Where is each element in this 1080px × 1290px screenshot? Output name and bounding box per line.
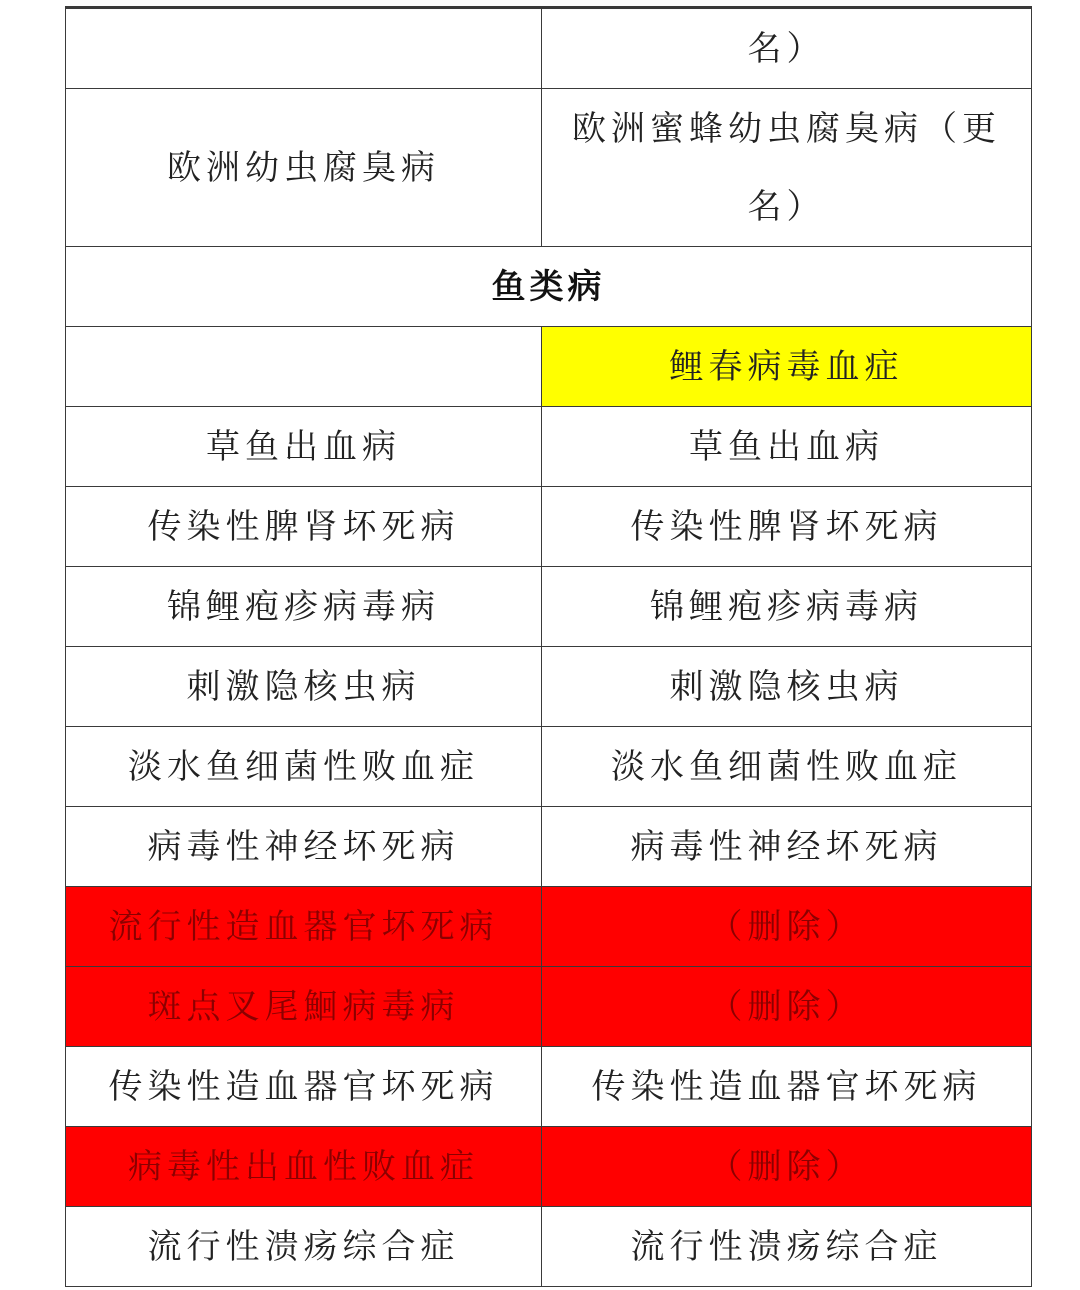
- section-title-fish-diseases: 鱼类病: [66, 247, 1032, 327]
- cell-old-name: 刺激隐核虫病: [66, 647, 542, 727]
- cell-old-name-deleted: 流行性造血器官坏死病: [66, 887, 542, 967]
- cell-new-name: 传染性造血器官坏死病: [542, 1047, 1032, 1127]
- disease-comparison-table-container: [65, 6, 1031, 1287]
- cell-old-name: 欧洲幼虫腐臭病: [66, 89, 542, 247]
- cell-old-name: 草鱼出血病: [66, 407, 542, 487]
- cell-new-name-highlighted: 鲤春病毒血症: [542, 327, 1032, 407]
- cell-old-name: 锦鲤疱疹病毒病: [66, 567, 542, 647]
- section-header-row: [66, 247, 1032, 327]
- cell-new-name: 病毒性神经坏死病: [542, 807, 1032, 887]
- cell-old-name: 传染性脾肾坏死病: [66, 487, 542, 567]
- disease-comparison-table: [65, 6, 1032, 1287]
- cell-new-name: 锦鲤疱疹病毒病: [542, 567, 1032, 647]
- cell-deleted-marker: （删除）: [542, 967, 1032, 1047]
- cell-deleted-marker: （删除）: [542, 1127, 1032, 1207]
- table-row-deleted: [66, 967, 1032, 1047]
- cell-new-name: 草鱼出血病: [542, 407, 1032, 487]
- cell-new-name: 淡水鱼细菌性败血症: [542, 727, 1032, 807]
- cell-old-name: [66, 8, 542, 89]
- table-row: [66, 1207, 1032, 1287]
- table-row: [66, 89, 1032, 247]
- cell-old-name: 流行性溃疡综合症: [66, 1207, 542, 1287]
- table-row: [66, 8, 1032, 89]
- cell-old-name: 淡水鱼细菌性败血症: [66, 727, 542, 807]
- cell-old-name: 病毒性神经坏死病: [66, 807, 542, 887]
- cell-old-name-deleted: 斑点叉尾鮰病毒病: [66, 967, 542, 1047]
- table-row-deleted: [66, 1127, 1032, 1207]
- cell-deleted-marker: （删除）: [542, 887, 1032, 967]
- table-row: [66, 807, 1032, 887]
- cell-old-name-deleted: 病毒性出血性败血症: [66, 1127, 542, 1207]
- table-row: [66, 727, 1032, 807]
- table-row: [66, 567, 1032, 647]
- table-row: [66, 487, 1032, 567]
- cell-new-name: 流行性溃疡综合症: [542, 1207, 1032, 1287]
- cell-old-name: [66, 327, 542, 407]
- cell-old-name: 传染性造血器官坏死病: [66, 1047, 542, 1127]
- cell-new-name: 传染性脾肾坏死病: [542, 487, 1032, 567]
- cell-new-name: 刺激隐核虫病: [542, 647, 1032, 727]
- table-row: [66, 407, 1032, 487]
- table-row: [66, 1047, 1032, 1127]
- table-row: [66, 327, 1032, 407]
- cell-new-name: 欧洲蜜蜂幼虫腐臭病（更名）: [542, 89, 1032, 247]
- table-row-deleted: [66, 887, 1032, 967]
- cell-new-name: 名）: [542, 8, 1032, 89]
- table-row: [66, 647, 1032, 727]
